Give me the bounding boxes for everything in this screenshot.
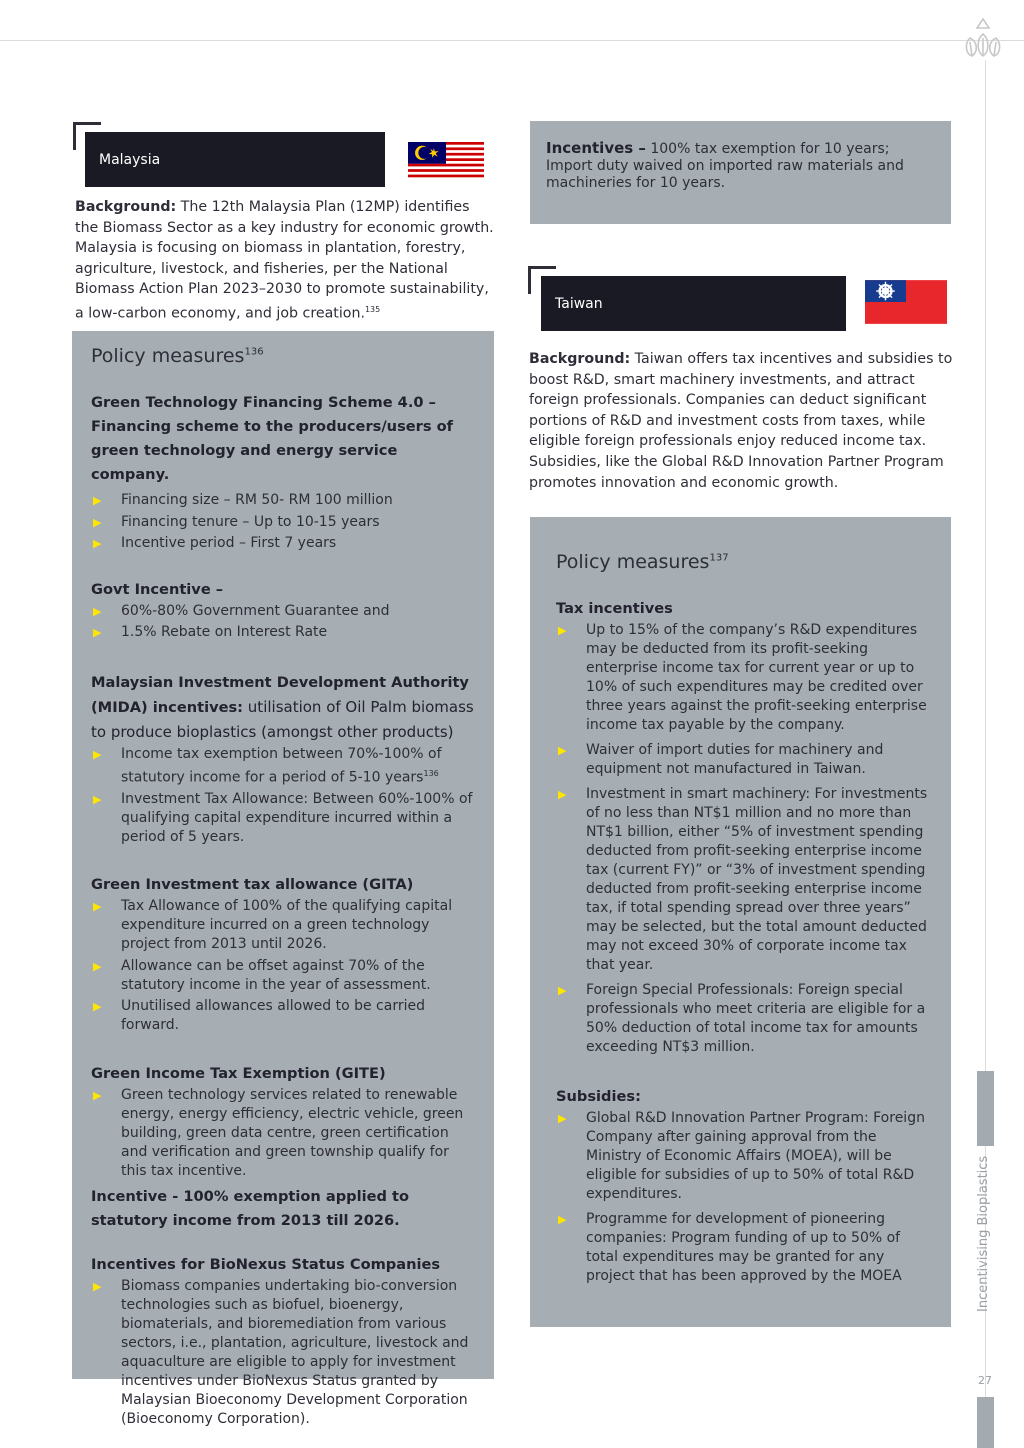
country-header-taiwan xyxy=(541,276,846,331)
list-item-text: Unutilised allowances allowed to be carried forward. xyxy=(121,998,425,1034)
country-name: Malaysia xyxy=(99,151,161,168)
list-item xyxy=(91,491,476,510)
taiwan-policy-panel xyxy=(530,517,951,1327)
section-heading: Subsidies: xyxy=(556,1088,641,1105)
arrow-bullet-icon: ▶ xyxy=(93,959,102,973)
section-heading: Govt Incentive – xyxy=(91,580,224,598)
taiwan-flag-icon xyxy=(865,280,947,324)
footnote-ref: 137 xyxy=(709,552,729,564)
incentives-text xyxy=(546,140,935,192)
list-item xyxy=(91,790,476,847)
arrow-bullet-icon: ▶ xyxy=(93,626,102,639)
list-item-text: Allowance can be offset against 70% of the statutory income in the year of assessment. xyxy=(121,957,431,993)
background-text: The 12th Malaysia Plan (12MP) identifies the Biomass Sector as a key industry for economic growth. Malaysia is focusing on biomass in plantation, forestry, agriculture, livestock, and fisheries, per the National Biomass Action Plan 2023–2030 to promote sustainability, a low-carbon economy, and job creation. xyxy=(75,199,494,322)
arrow-bullet-icon: ▶ xyxy=(558,744,567,757)
list-item xyxy=(91,534,476,553)
list-item-text: Investment in smart machinery: For investments of no less than NT$1 million and no more than NT$1 billion, either “5% of investment spending deducted from profit-seeking enterprise income tax (current FY)” or “3% of investment spending deducted from profit-seeking enterprise income tax, if total spending spread over three years” may be selected, but the total amount deducted may not exceed 30% of corporate income tax that year. xyxy=(586,786,928,973)
arrow-bullet-icon: ▶ xyxy=(558,984,567,997)
footnote-ref: 135 xyxy=(364,304,381,314)
arrow-bullet-icon: ▶ xyxy=(93,494,102,507)
list-item xyxy=(556,1109,935,1204)
list-item xyxy=(91,1277,476,1429)
list-item xyxy=(91,602,476,621)
list-item xyxy=(91,897,476,954)
list-item-text: Financing size – RM 50- RM 100 million xyxy=(121,492,393,508)
taiwan-background xyxy=(529,349,953,493)
list-item xyxy=(91,1086,476,1181)
section-heading: Green Income Tax Exemption (GITE) xyxy=(91,1064,386,1082)
recycle-leaves-logo-icon xyxy=(958,16,1008,62)
bullet-list xyxy=(556,621,935,1057)
list-item xyxy=(91,745,476,788)
list-item xyxy=(556,621,935,735)
side-tab-marker-bottom xyxy=(977,1397,994,1448)
arrow-bullet-icon: ▶ xyxy=(93,604,102,618)
policy-title xyxy=(91,345,476,367)
malaysia-flag-icon xyxy=(408,138,484,184)
malaysia-incentives-panel xyxy=(530,121,951,224)
footnote-ref: 136 xyxy=(244,346,264,358)
arrow-bullet-icon: ▶ xyxy=(558,1112,567,1125)
background-label: Background: xyxy=(75,199,177,215)
policy-title-text: Policy measures xyxy=(91,345,245,367)
list-item xyxy=(556,741,935,779)
incentive-statement: Incentive - 100% exemption applied to statutory income from 2013 till 2026. xyxy=(91,1187,410,1229)
malaysia-background xyxy=(75,197,495,324)
list-item xyxy=(91,957,476,995)
bullet-list xyxy=(91,491,476,553)
section-heading: Green Technology Financing Scheme 4.0 – Financing scheme to the producers/users of green technology and energy service company. xyxy=(91,394,453,483)
list-item-text: Foreign Special Professionals: Foreign special professionals who meet criteria are eligible for a 50% deduction of total income tax for amounts exceeding NT$3 million. xyxy=(586,982,926,1055)
malaysia-policy-panel xyxy=(72,331,494,1427)
section-heading xyxy=(91,671,476,745)
list-item-text: Biomass companies undertaking bio-conversion technologies such as biofuel, bioenergy, biomaterials, and bioremediation from various sectors, i.e., plantation, agriculture, livestock and aquaculture are eligible to apply for investment incentives under BioNexus Status granted by Malaysian Bioeconomy Development Corporation (Bioeconomy Corporation). xyxy=(121,1277,469,1427)
arrow-bullet-icon: ▶ xyxy=(93,900,102,914)
policy-title-text: Policy measures xyxy=(556,551,710,573)
section-side-label: Incentivising Bioplastics xyxy=(976,1155,991,1312)
arrow-bullet-icon: ▶ xyxy=(558,788,567,801)
section-heading-rest: utilisation of Oil Palm biomass to produce bioplastics (amongst other products) xyxy=(91,697,474,741)
list-item xyxy=(556,981,935,1057)
list-item-text: Income tax exemption between 70%-100% of statutory income for a period of 5-10 years xyxy=(121,745,442,786)
list-item-text: Green technology services related to renewable energy, energy efficiency, electric vehicle, green building, green data centre, green certification and verification and green township qualify for this tax incentive. xyxy=(121,1086,464,1179)
arrow-bullet-icon: ▶ xyxy=(93,537,102,550)
list-item-text: Incentive period – First 7 years xyxy=(121,535,337,551)
header-rule xyxy=(0,40,1024,41)
list-item xyxy=(91,997,476,1035)
bullet-list xyxy=(91,745,476,847)
bullet-list xyxy=(91,1086,476,1181)
list-item-text: Tax Allowance of 100% of the qualifying capital expenditure incurred on a green technology project from 2013 until 2026. xyxy=(121,898,453,953)
arrow-bullet-icon: ▶ xyxy=(93,1088,102,1102)
list-item xyxy=(91,513,476,532)
arrow-bullet-icon: ▶ xyxy=(93,1000,102,1014)
arrow-bullet-icon: ▶ xyxy=(93,792,102,806)
incentives-label: Incentives – xyxy=(546,139,646,157)
list-item-text: Investment Tax Allowance: Between 60%-100% of qualifying capital expenditure incurred within a period of 5 years. xyxy=(121,790,473,845)
arrow-bullet-icon: ▶ xyxy=(558,624,567,637)
list-item-text: 60%-80% Government Guarantee and xyxy=(121,602,390,619)
footnote-ref: 136 xyxy=(423,768,439,778)
arrow-bullet-icon: ▶ xyxy=(93,515,102,529)
side-tab-marker xyxy=(977,1071,994,1146)
list-item xyxy=(91,623,476,642)
country-name: Taiwan xyxy=(555,295,603,312)
background-label: Background: xyxy=(529,351,631,367)
bullet-list xyxy=(91,602,476,643)
page-number: 27 xyxy=(978,1374,992,1387)
arrow-bullet-icon: ▶ xyxy=(93,1279,102,1293)
bullet-list xyxy=(91,897,476,1035)
incentives-body: 100% tax exemption for 10 years; Import duty waived on imported raw materials and machineries for 10 years. xyxy=(546,141,904,191)
section-heading: Green Investment tax allowance (GITA) xyxy=(91,876,414,894)
section-heading-bold: Malaysian Investment Development Authority (MIDA) incentives: xyxy=(91,673,469,716)
arrow-bullet-icon: ▶ xyxy=(558,1213,567,1226)
list-item-text: Programme for development of pioneering companies: Program funding of up to 50% of total expenditures may be granted for any project that has been approved by the MOEA xyxy=(586,1211,902,1284)
list-item-text: Waiver of import duties for machinery and equipment not manufactured in Taiwan. xyxy=(586,742,884,777)
country-header-malaysia xyxy=(85,132,385,187)
section-heading: Tax incentives xyxy=(556,600,673,617)
list-item-text: 1.5% Rebate on Interest Rate xyxy=(121,624,328,640)
list-item-text: Up to 15% of the company’s R&D expenditures may be deducted from its profit-seeking enterprise income tax for current year or up to 10% of such expenditures may be credited over three years against the profit-seeking enterprise income tax payable by the company. xyxy=(586,622,927,733)
bullet-list xyxy=(91,1277,476,1429)
background-text: Taiwan offers tax incentives and subsidies to boost R&D, smart machinery investments, and attract foreign professionals. Companies can deduct significant portions of R&D and investment costs from taxes, while eligible foreign professionals enjoy reduced income tax. Subsidies, like the Global R&D Innovation Partner Program promotes innovation and economic growth. xyxy=(529,351,953,491)
section-heading: Incentives for BioNexus Status Companies xyxy=(91,1255,441,1273)
list-item xyxy=(556,785,935,975)
policy-title xyxy=(556,551,935,573)
list-item-text: Financing tenure – Up to 10-15 years xyxy=(121,513,380,530)
arrow-bullet-icon: ▶ xyxy=(93,747,102,761)
list-item xyxy=(556,1210,935,1286)
list-item-text: Global R&D Innovation Partner Program: Foreign Company after gaining approval from the Ministry of Economic Affairs (MOEA), will be eligible for subsidies of up to 50% of total R&D expenditures. xyxy=(586,1110,925,1202)
bullet-list xyxy=(556,1109,935,1286)
